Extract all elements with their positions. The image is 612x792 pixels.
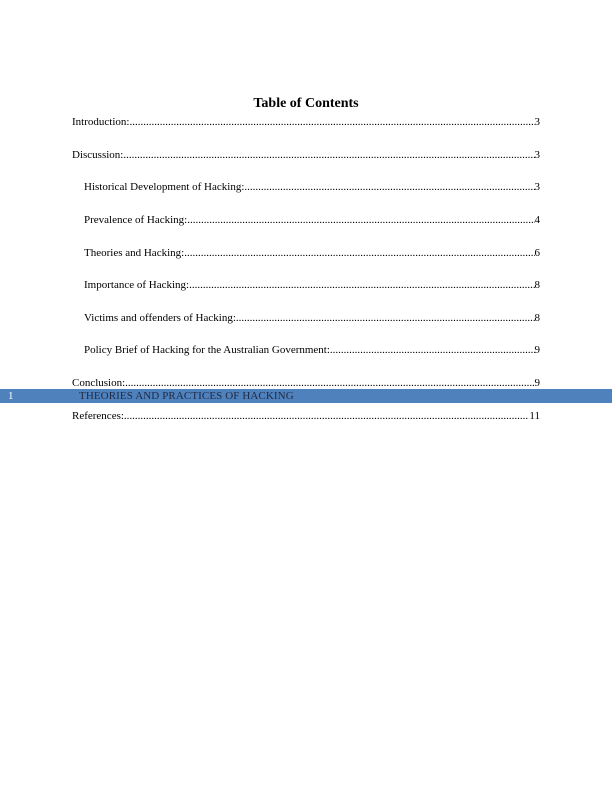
toc-entry-label: Prevalence of Hacking: bbox=[84, 214, 188, 226]
dot-leader bbox=[330, 343, 535, 357]
toc-entry-label: Importance of Hacking: bbox=[84, 279, 190, 291]
toc-entry-page: 4 bbox=[534, 214, 540, 226]
toc-entry-page: 9 bbox=[534, 377, 540, 389]
header-page-number: 1 bbox=[8, 390, 14, 402]
toc-entry-label: Discussion: bbox=[72, 149, 124, 161]
dot-leader bbox=[189, 278, 534, 292]
toc-entry-page: 3 bbox=[534, 149, 540, 161]
dot-leader bbox=[129, 115, 534, 129]
toc-entry-policy-brief[interactable] bbox=[84, 343, 540, 357]
header-running-title: THEORIES AND PRACTICES OF HACKING bbox=[79, 390, 294, 402]
toc-entry-conclusion[interactable] bbox=[72, 376, 540, 390]
toc-entry-page: 9 bbox=[534, 344, 540, 356]
toc-entry-references[interactable] bbox=[72, 409, 540, 423]
dot-leader bbox=[187, 213, 534, 227]
toc-entry-label: References: bbox=[72, 410, 124, 422]
toc-entry-theories[interactable] bbox=[84, 246, 540, 260]
toc-entry-prevalence[interactable] bbox=[84, 213, 540, 227]
toc-entry-label: Historical Development of Hacking: bbox=[84, 181, 245, 193]
running-header-bar bbox=[0, 389, 612, 403]
toc-entry-importance[interactable] bbox=[84, 278, 540, 292]
dot-leader bbox=[244, 180, 534, 194]
dot-leader bbox=[184, 246, 534, 260]
toc-entry-label: Theories and Hacking: bbox=[84, 247, 185, 259]
toc-entry-page: 8 bbox=[534, 312, 540, 324]
toc-entry-label: Introduction: bbox=[72, 116, 130, 128]
dot-leader bbox=[236, 311, 535, 325]
toc-entry-historical-development[interactable] bbox=[84, 180, 540, 194]
toc-entry-page: 8 bbox=[534, 279, 540, 291]
toc-entry-page: 11 bbox=[529, 410, 540, 422]
toc-entry-introduction[interactable] bbox=[72, 115, 540, 129]
dot-leader bbox=[123, 148, 534, 162]
toc-entry-page: 3 bbox=[534, 181, 540, 193]
toc-entry-victims-offenders[interactable] bbox=[84, 311, 540, 325]
toc-entry-page: 3 bbox=[534, 116, 540, 128]
toc-entry-label: Policy Brief of Hacking for the Australian Government: bbox=[84, 344, 330, 356]
toc-entry-label: Conclusion: bbox=[72, 377, 126, 389]
toc-entry-label: Victims and offenders of Hacking: bbox=[84, 312, 236, 324]
toc-entry-page: 6 bbox=[534, 247, 540, 259]
dot-leader bbox=[124, 409, 529, 423]
dot-leader bbox=[125, 376, 534, 390]
toc-entry-discussion[interactable] bbox=[72, 148, 540, 162]
toc-title: Table of Contents bbox=[253, 96, 359, 111]
